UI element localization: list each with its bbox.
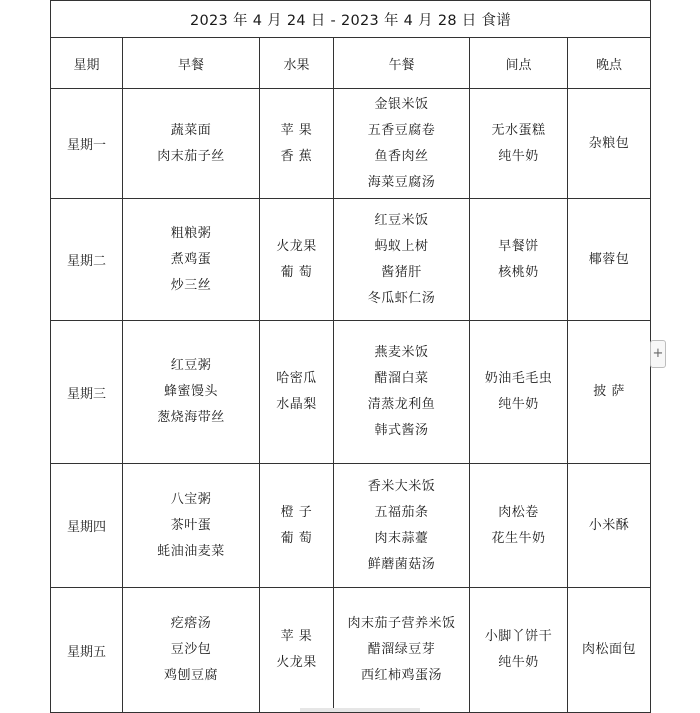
lunch-item: 醋溜绿豆芽 xyxy=(367,642,436,657)
expand-button[interactable]: + xyxy=(650,340,666,368)
menu-row xyxy=(51,588,651,713)
lunch-item: 蚂蚁上树 xyxy=(374,238,429,254)
dinner-item: 椰蓉包 xyxy=(588,251,630,267)
breakfast-item: 鸡刨豆腐 xyxy=(163,668,218,683)
snack-item: 早餐饼 xyxy=(498,238,539,254)
snack-item: 纯牛奶 xyxy=(498,655,539,670)
fruit-cell xyxy=(260,199,334,321)
menu-title: 2023 年 4 月 24 日 - 2023 年 4 月 28 日 食谱 xyxy=(51,1,651,38)
dinner-item: 小米酥 xyxy=(588,517,630,533)
lunch-item: 燕麦米饭 xyxy=(374,345,429,360)
dinner-cell xyxy=(568,588,651,713)
day-label: 星期四 xyxy=(51,464,123,588)
breakfast-item: 豆沙包 xyxy=(170,642,212,657)
menu-body xyxy=(51,89,651,713)
dinner-cell xyxy=(568,199,651,321)
lunch-item: 五香豆腐卷 xyxy=(367,122,436,138)
breakfast-item: 肉末茄子丝 xyxy=(157,148,225,164)
title-row xyxy=(51,1,651,38)
breakfast-cell xyxy=(123,588,260,713)
lunch-cell xyxy=(334,464,470,588)
breakfast-item: 疙瘩汤 xyxy=(170,616,212,631)
day-label: 星期一 xyxy=(51,89,123,199)
lunch-item: 酱猪肝 xyxy=(381,264,422,280)
fruit-item: 火龙果 xyxy=(276,655,317,670)
fruit-item: 香 蕉 xyxy=(280,148,313,164)
lunch-item: 红豆米饭 xyxy=(374,212,429,228)
lunch-item: 五福茄条 xyxy=(374,504,429,520)
dinner-cell xyxy=(568,321,651,464)
fruit-item: 葡 萄 xyxy=(280,530,313,546)
lunch-cell xyxy=(334,89,470,199)
breakfast-cell xyxy=(123,464,260,588)
fruit-item: 苹 果 xyxy=(280,122,313,138)
breakfast-cell xyxy=(123,199,260,321)
lunch-cell xyxy=(334,588,470,713)
fruit-item: 哈密瓜 xyxy=(276,371,317,386)
fruit-item: 水晶梨 xyxy=(276,397,317,412)
header-fruit: 水果 xyxy=(260,38,334,89)
fruit-cell xyxy=(260,464,334,588)
header-snack: 间点 xyxy=(470,38,568,89)
snack-item: 花生牛奶 xyxy=(491,530,546,546)
dinner-item: 杂粮包 xyxy=(588,135,630,151)
header-lunch: 午餐 xyxy=(334,38,470,89)
fruit-item: 橙 子 xyxy=(280,504,313,520)
lunch-item: 鲜蘑菌菇汤 xyxy=(367,556,436,572)
snack-cell xyxy=(470,199,568,321)
snack-cell xyxy=(470,464,568,588)
lunch-item: 西红柿鸡蛋汤 xyxy=(360,668,442,683)
lunch-item: 肉末蒜薹 xyxy=(374,530,429,546)
breakfast-item: 茶叶蛋 xyxy=(170,517,212,533)
snack-item: 小脚丫饼干 xyxy=(484,629,553,644)
breakfast-item: 蜂蜜馒头 xyxy=(163,384,218,399)
fruit-item: 葡 萄 xyxy=(280,264,313,280)
header-dinner: 晚点 xyxy=(568,38,651,89)
snack-item: 纯牛奶 xyxy=(498,148,539,164)
lunch-item: 海菜豆腐汤 xyxy=(367,174,436,190)
breakfast-item: 红豆粥 xyxy=(170,358,212,373)
fruit-cell xyxy=(260,588,334,713)
lunch-cell xyxy=(334,321,470,464)
snack-item: 无水蛋糕 xyxy=(491,122,546,138)
snack-cell xyxy=(470,588,568,713)
fruit-item: 苹 果 xyxy=(280,629,313,644)
breakfast-item: 八宝粥 xyxy=(170,491,212,507)
fruit-cell xyxy=(260,89,334,199)
breakfast-cell xyxy=(123,89,260,199)
dinner-cell xyxy=(568,464,651,588)
header-breakfast: 早餐 xyxy=(123,38,260,89)
breakfast-item: 蔬菜面 xyxy=(170,122,212,138)
dinner-item: 披 萨 xyxy=(593,384,625,399)
breakfast-item: 葱烧海带丝 xyxy=(157,410,225,425)
snack-item: 奶油毛毛虫 xyxy=(484,371,553,386)
lunch-cell xyxy=(334,199,470,321)
scroll-indicator xyxy=(300,708,420,712)
menu-row xyxy=(51,321,651,464)
weekly-menu-table xyxy=(50,0,651,713)
fruit-item: 火龙果 xyxy=(276,238,317,254)
lunch-item: 冬瓜虾仁汤 xyxy=(367,290,436,306)
snack-cell xyxy=(470,321,568,464)
menu-row xyxy=(51,199,651,321)
snack-item: 纯牛奶 xyxy=(498,397,539,412)
snack-item: 核桃奶 xyxy=(498,264,539,280)
breakfast-item: 炒三丝 xyxy=(170,277,212,293)
breakfast-item: 蚝油油麦菜 xyxy=(157,543,225,559)
lunch-item: 鱼香肉丝 xyxy=(374,148,429,164)
lunch-item: 醋溜白菜 xyxy=(374,371,429,386)
breakfast-cell xyxy=(123,321,260,464)
lunch-item: 肉末茄子营养米饭 xyxy=(347,616,456,631)
header-row xyxy=(51,38,651,89)
dinner-cell xyxy=(568,89,651,199)
lunch-item: 韩式酱汤 xyxy=(374,423,429,438)
day-label: 星期五 xyxy=(51,588,123,713)
dinner-item: 肉松面包 xyxy=(582,642,637,657)
breakfast-item: 粗粮粥 xyxy=(170,225,212,241)
menu-row xyxy=(51,464,651,588)
snack-item: 肉松卷 xyxy=(498,504,539,520)
breakfast-item: 煮鸡蛋 xyxy=(170,251,212,267)
lunch-item: 香米大米饭 xyxy=(367,478,436,494)
lunch-item: 金银米饭 xyxy=(374,96,429,112)
snack-cell xyxy=(470,89,568,199)
day-label: 星期二 xyxy=(51,199,123,321)
day-label: 星期三 xyxy=(51,321,123,464)
menu-row xyxy=(51,89,651,199)
lunch-item: 清蒸龙利鱼 xyxy=(367,397,436,412)
header-day: 星期 xyxy=(51,38,123,89)
fruit-cell xyxy=(260,321,334,464)
